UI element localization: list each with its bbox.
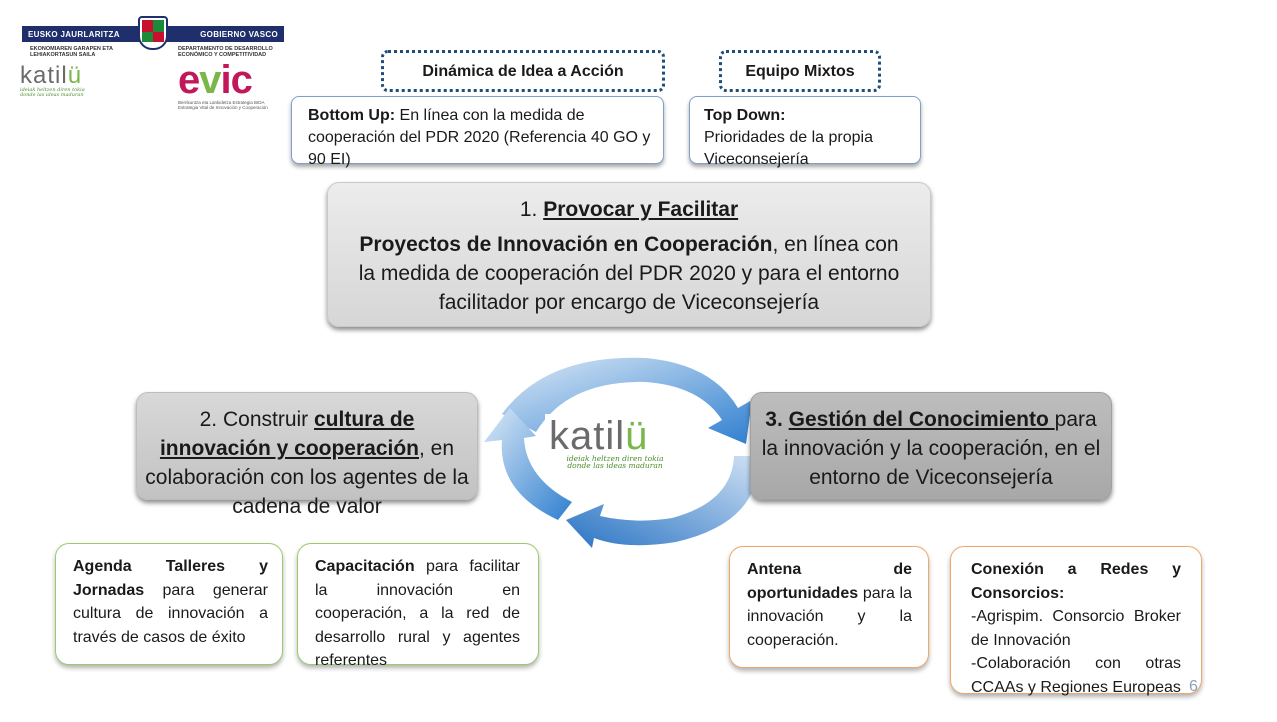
antena-text: para la innovación y la cooperación. xyxy=(747,584,912,649)
gov-sub-right: DEPARTAMENTO DE DESARROLLO ECONÓMICO Y COMPETITIVIDAD xyxy=(178,46,273,58)
box2-rest: , en colaboración con los agentes de la cadena de valor xyxy=(145,437,469,518)
box-agenda-talleres xyxy=(55,543,283,665)
center-katilu-tagline-2: donde las ideas maduran xyxy=(567,461,663,470)
box3-rest: para la innovación y la cooperación, en el entorno de Viceconsejería xyxy=(761,408,1101,489)
box-construir-cultura xyxy=(136,392,478,518)
antena-bold: Antena de oportunidades xyxy=(747,561,912,602)
box3-number: 3. xyxy=(765,408,789,431)
evic-ic: ic xyxy=(220,58,252,102)
box1-title: Provocar y Facilitar xyxy=(543,198,739,221)
header-idea-accion: Dinámica de Idea a Acción xyxy=(381,50,665,92)
katilu-tagline-2: donde las ideas maduran xyxy=(20,92,84,98)
bottom-up-label: Bottom Up: xyxy=(308,107,396,124)
top-down-box xyxy=(689,96,921,168)
capacitacion-text: para facilitar la innovación en cooperación, a la red de desarrollo rural y agentes referentes xyxy=(315,558,520,669)
gov-sub-left: EKONOMIAREN GARAPEN ETA LEHIAKORTASUN SAILA xyxy=(30,46,113,58)
center-katilu-tagline-1: ideiak heltzen diren tokia xyxy=(566,454,664,463)
capacitacion-bold: Capacitación xyxy=(315,558,415,575)
conexion-bold: Conexión a Redes y Consorcios: xyxy=(971,561,1181,602)
box-gestion-conocimiento xyxy=(750,392,1112,500)
basque-shield-icon xyxy=(138,16,168,50)
center-katilu-word: katil xyxy=(549,414,626,458)
box-antena-oportunidades xyxy=(729,546,929,668)
page-number: 6 xyxy=(1189,678,1198,695)
gov-left-label: EUSKO JAURLARITZA xyxy=(28,29,120,39)
evic-e: e xyxy=(178,58,200,102)
box-conexion-redes xyxy=(950,546,1202,694)
katilu-u: ü xyxy=(67,62,83,89)
box1-rest: , en línea con la medida de cooperación del PDR 2020 y para el entorno facilitador por encargo de Viceconsejería xyxy=(358,233,900,314)
box1-number: 1. xyxy=(519,198,544,221)
bottom-up-text: En línea con la medida de cooperación del PDR 2020 (Referencia 40 GO y 90 EI) xyxy=(308,107,651,168)
header-equipo-mixtos: Equipo Mixtos xyxy=(719,50,881,92)
box2-title: cultura de innovación y cooperación xyxy=(159,408,420,460)
katilu-tagline-1: ideiak heltzen diren tokia xyxy=(20,87,85,93)
top-down-text: Prioridades de la propia Viceconsejería xyxy=(704,129,873,168)
katilu-word: katil xyxy=(20,62,68,89)
conexion-line-2: -Colaboración con otras CCAAs y Regiones Europeas xyxy=(971,655,1181,696)
evic-sub-1: Berrikuntza eta Lankidetza Estrategia BIDA xyxy=(178,100,265,105)
katilu-logo-center xyxy=(545,414,685,476)
evic-v: v xyxy=(199,58,221,102)
box-provocar-facilitar xyxy=(327,182,931,327)
box3-title: Gestión del Conocimiento xyxy=(788,408,1055,431)
top-down-label: Top Down: xyxy=(704,107,786,124)
katilu-logo-small xyxy=(20,64,110,104)
evic-logo xyxy=(178,60,268,108)
conexion-line-1: -Agrispim. Consorcio Broker de Innovación xyxy=(971,608,1181,649)
center-katilu-u: ü xyxy=(625,414,649,458)
box1-bold: Proyectos de Innovación en Cooperación xyxy=(359,233,773,256)
box2-number: 2. Construir xyxy=(199,408,314,431)
evic-sub-2: Estrategia Vital de Innovación y Cooperación xyxy=(178,105,268,110)
agenda-text: para generar cultura de innovación a través de casos de éxito xyxy=(73,581,268,646)
agenda-bold: Agenda Talleres y Jornadas xyxy=(73,558,268,599)
box-capacitacion xyxy=(297,543,539,669)
bottom-up-box xyxy=(291,96,664,168)
gov-right-label: GOBIERNO VASCO xyxy=(200,29,278,39)
